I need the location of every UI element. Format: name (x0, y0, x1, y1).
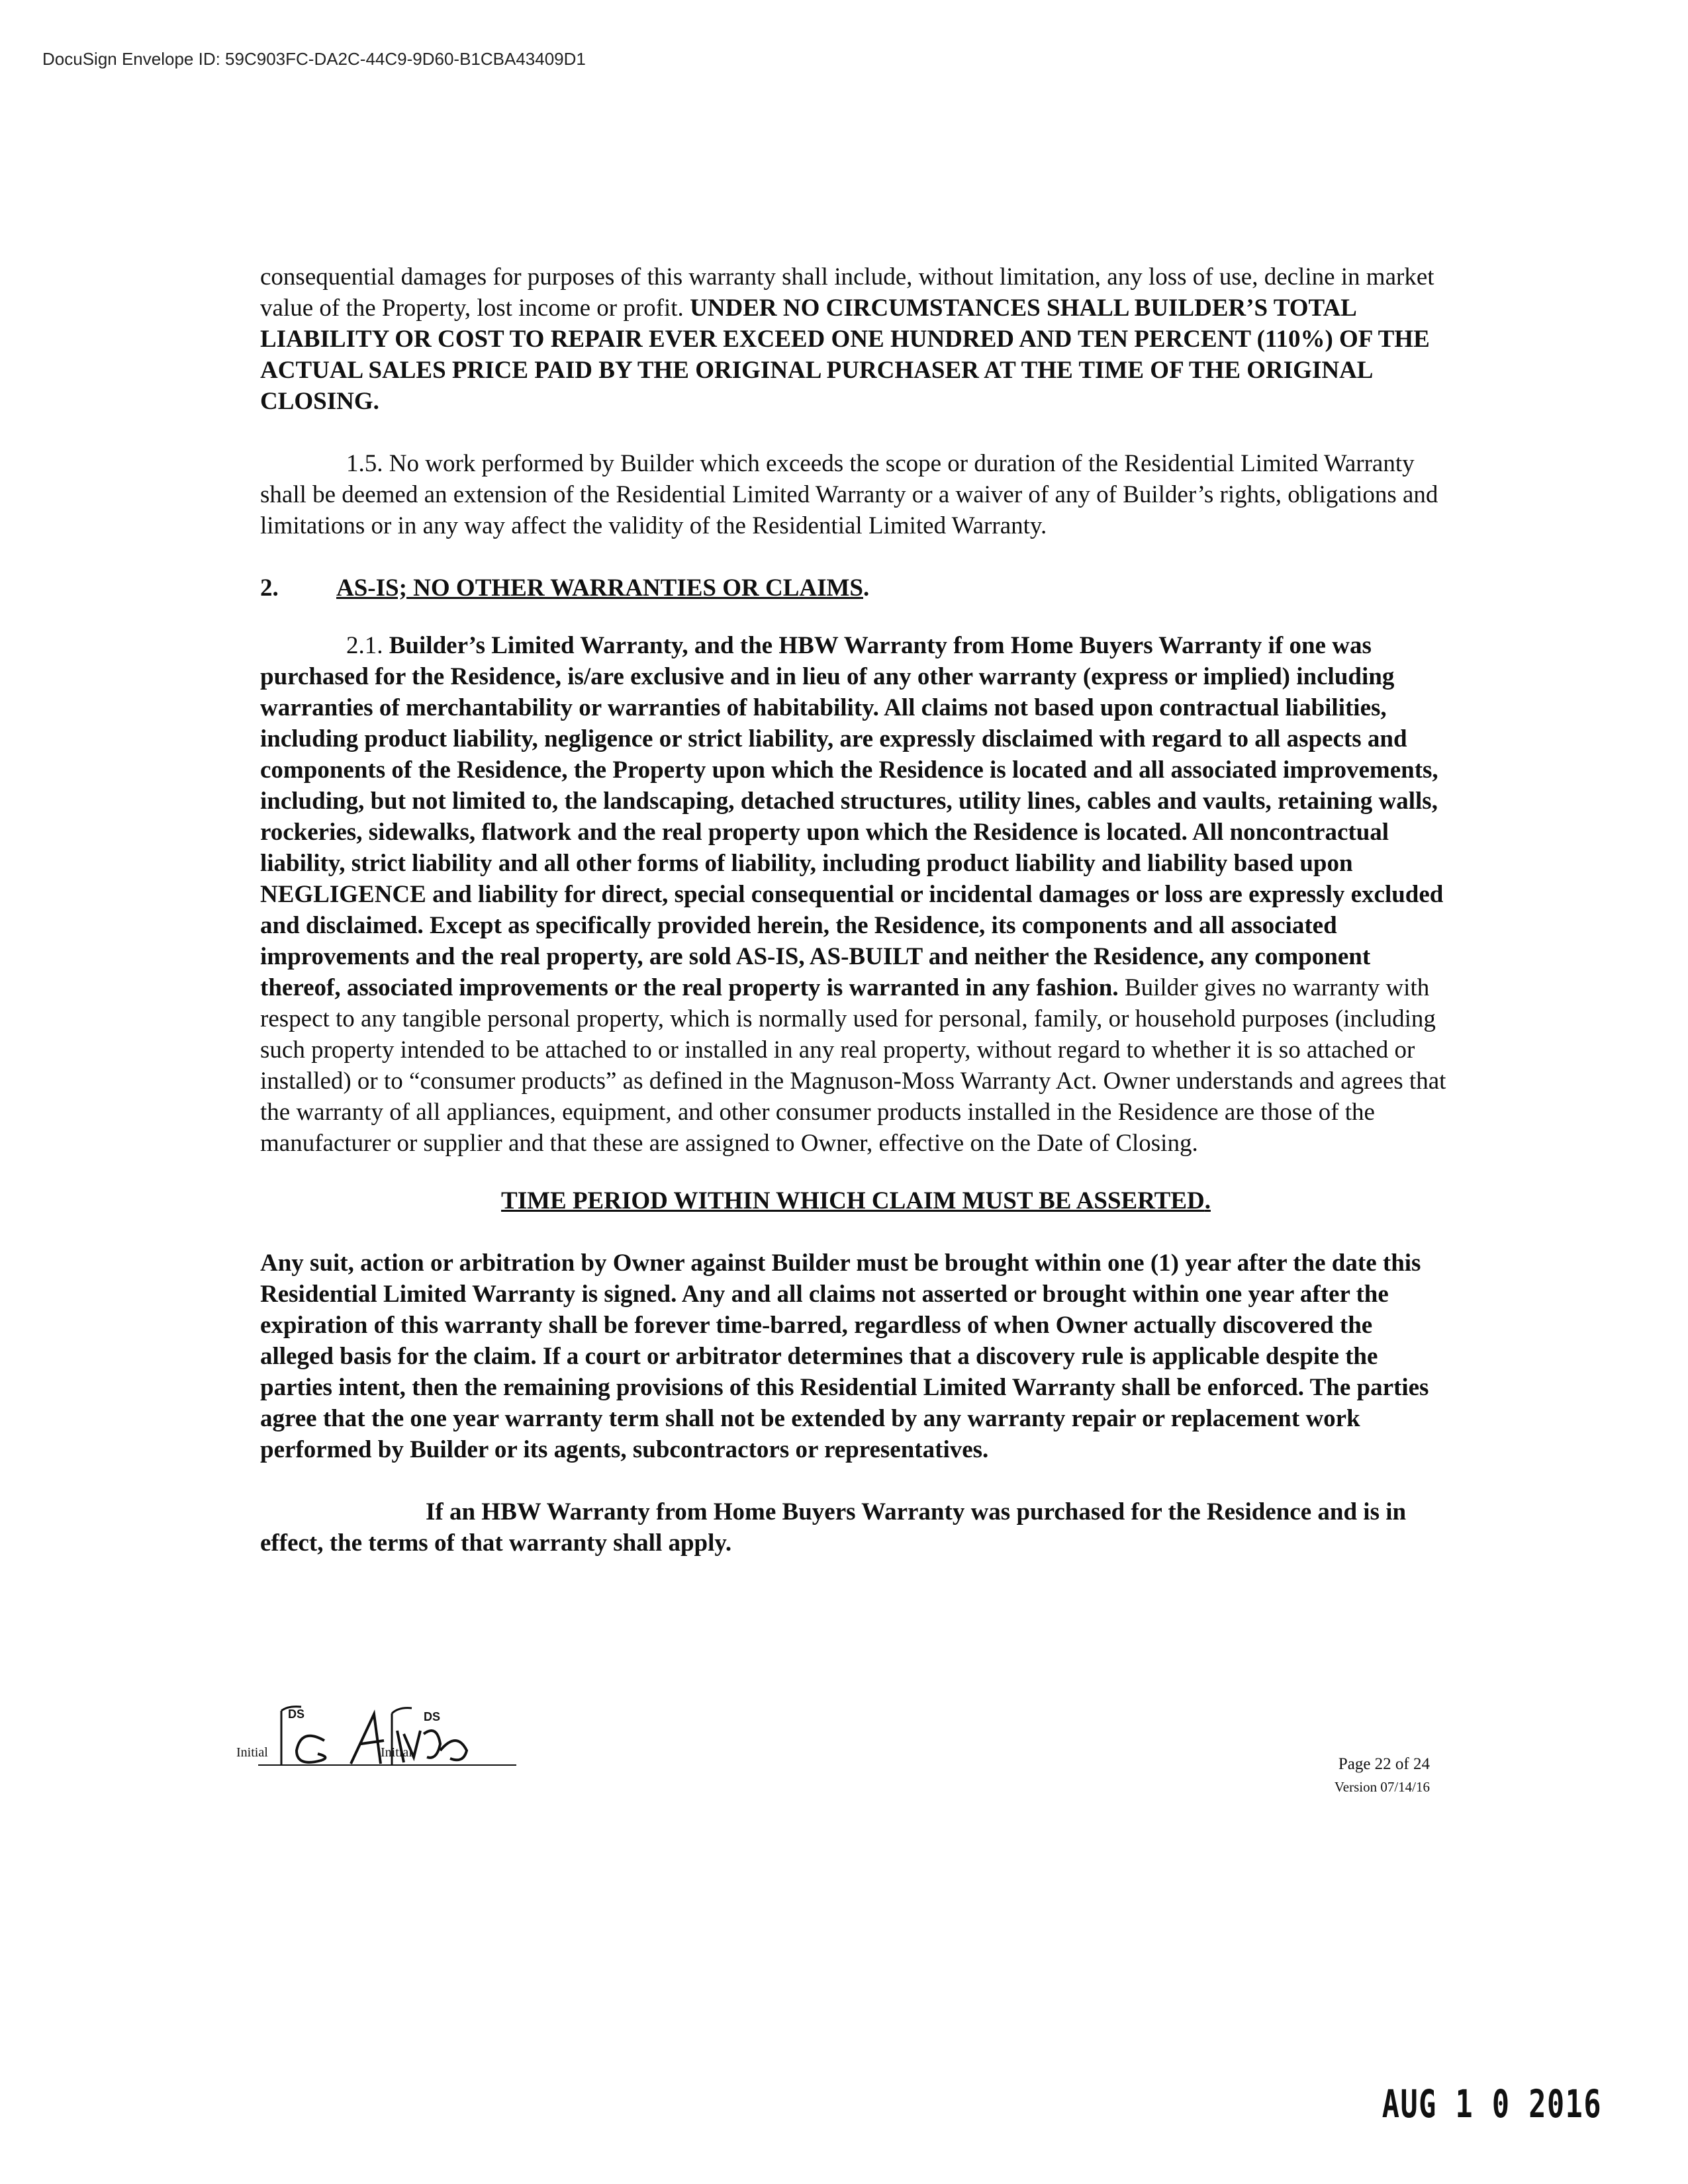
time-period-heading: TIME PERIOD WITHIN WHICH CLAIM MUST BE ASSERTED. (501, 1187, 1211, 1214)
document-body (260, 261, 1452, 1559)
paragraph-consequential-damages (260, 261, 1452, 417)
page-number: Page 22 of 24 (1338, 1755, 1430, 1773)
section-2-heading: 2. AS-IS; NO OTHER WARRANTIES OR CLAIMS . (260, 572, 1452, 604)
initial-label: Initial (236, 1745, 268, 1760)
paragraph-number: 2.1. (346, 632, 389, 659)
liability-cap-text: UNDER NO CIRCUMSTANCES SHALL BUILDER’S TOTAL LIABILITY OR COST TO REPAIR EVER EXCEED ONE HUNDRED AND TEN PERCENT (110%) OF THE ACTUAL SALES PRICE PAID BY THE ORIGINAL PURCHASER AT THE TIME OF THE ORIGINAL CLOSING. (260, 295, 1430, 415)
consumer-products-text: Builder gives no warranty with respect to any tangible personal property, which is normally used for personal, family, or household purposes (including such property intended to be attached to or installed in any real property, without regard to whether it is so attached or installed) or to “consumer products” as defined in the Magnuson-Moss Warranty Act. Owner understands and agrees that the warranty of all appliances, equipment, and other consumer products installed in the Residence are those of the manufacturer or supplier and that these are assigned to Owner, effective on the Date of Closing. (260, 974, 1446, 1157)
as-is-disclaimer-text: Builder’s Limited Warranty, and the HBW Warranty from Home Buyers Warranty if one was purchased for the Residence, is/are exclusive and in lieu of any other warranty (express or implied) including warranties of merchantability or warranties of habitability. All claims not based upon contractual liabilities, including product liability, negligence or strict liability, are expressly disclaimed with regard to all aspects and components of the Residence, the Property upon which the Residence is located and all associated improvements, including, but not limited to, the landscaping, detached structures, utility lines, cables and vaults, retaining walls, rockeries, sidewalks, flatwork and the real property upon which the Residence is located. All noncontractual liability, strict liability and all other forms of liability, including product liability and liability based upon NEGLIGENCE and liability for direct, special consequential or incidental damages or loss are expressly excluded and disclaimed. Except as specifically provided herein, the Residence, its components and all associated improvements and the real property, are sold AS-IS, AS-BUILT and neither the Residence, any component thereof, associated improvements or the real property is warranted in any fashion. (260, 632, 1444, 1001)
version-label: Version 07/14/16 (1334, 1779, 1430, 1795)
time-period-paragraph: Any suit, action or arbitration by Owner against Builder must be brought within one (1) year after the date this Residential Limited Warranty is signed. Any and all claims not asserted or brought within one year after the expiration of this warranty shall be forever time-barred, regardless of when Owner actually discovered the alleged basis for the claim. If a court or arbitrator determines that a discovery rule is applicable despite the parties intent, then the remaining provisions of this Residential Limited Warranty shall be enforced. The parties agree that the one year warranty term shall not be extended by any warranty repair or replacement work performed by Builder or its agents, subcontractors or representatives. (260, 1250, 1429, 1463)
page-footer (1335, 1752, 1430, 1797)
paragraph-text: consequential damages for purposes of this warranty shall include, without limitation, any loss of use, decline in market value of the Property, lost income or profit. (260, 263, 1434, 322)
closing-paragraph: If an HBW Warranty from Home Buyers Warranty was purchased for the Residence and is in effect, the terms of that warranty shall apply. (260, 1498, 1407, 1557)
initial-label: Initial (381, 1745, 412, 1760)
ds-label: DS (424, 1710, 441, 1723)
date-received-stamp: AUG 1 0 2016 (1382, 2081, 1602, 2126)
initials-block (238, 1704, 569, 1803)
section-title: AS-IS; NO OTHER WARRANTIES OR CLAIMS (336, 574, 863, 602)
paragraph-1-5: 1.5. No work performed by Builder which exceeds the scope or duration of the Residential Limited Warranty shall be deemed an extension of the Residential Limited Warranty or a waiver of any of Builder’s rights, obligations and limitations or in any way affect the validity of the Residential Limited Warranty. (260, 450, 1438, 539)
ds-label: DS (288, 1707, 305, 1721)
section-number: 2. (260, 574, 279, 602)
envelope-id: DocuSign Envelope ID: 59C903FC-DA2C-44C9-9D60-B1CBA43409D1 (42, 49, 586, 69)
paragraph-2-1 (260, 630, 1452, 1159)
